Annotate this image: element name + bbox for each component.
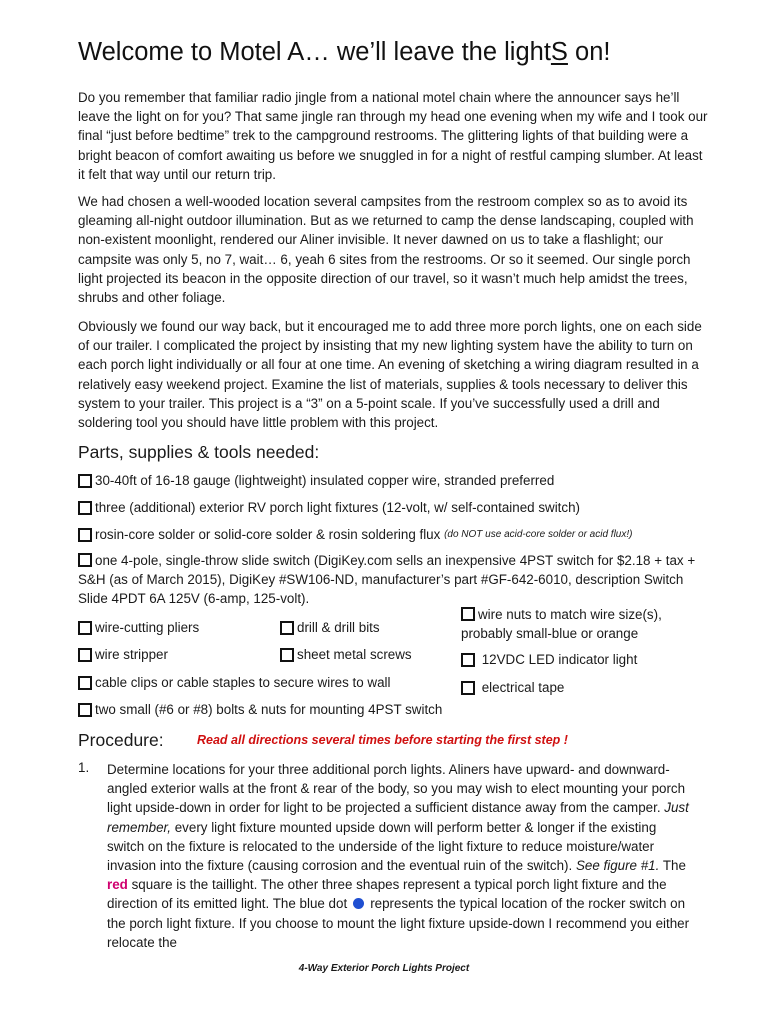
parts-item-label: drill & drill bits (297, 620, 380, 635)
parts-item (78, 618, 199, 637)
step-text-italic: Just remember, (107, 800, 689, 835)
page-footer: 4-Way Exterior Porch Lights Project (298, 963, 470, 974)
parts-item-label: three (additional) exterior RV porch light fixtures (12-volt, w/ self-contained switch) (95, 500, 580, 515)
parts-item-label: two small (#6 or #8) bolts & nuts for mounting 4PST switch (95, 702, 443, 717)
checkbox-icon[interactable] (78, 501, 92, 515)
parts-item (78, 551, 700, 609)
parts-item-label: wire-cutting pliers (95, 620, 200, 635)
intro-paragraph: Do you remember that familiar radio jingle from a national motel chain where the announcer says he’ll leave the light on for you? That same jingle ran through my head one evening when my wife and I took our final “just before bedtime” trek to the campground restrooms. The glittering lights of that building were a bright beacon of comfort awaiting us before we snuggled in for a night of restful camping slumber. At least it felt that way until our return trip. (78, 90, 708, 182)
parts-item-label: 30-40ft of 16-18 gauge (lightweight) insulated copper wire, stranded preferred (95, 473, 555, 488)
parts-item-label: 12VDC LED indicator light (481, 652, 638, 667)
parts-item (461, 678, 564, 697)
parts-item (78, 498, 580, 517)
parts-item-label: wire nuts to match wire size(s), probably small-blue or orange (461, 607, 662, 642)
step-text-a: Determine locations for your three additional porch lights. Aliners have upward- and downward-angled exterior walls at the front & rear of the body, so you may wish to elect mounting your porch light upside-down in order for light to be projected a sufficient distance away from the camper. (107, 762, 686, 816)
step-text-b: every light fixture mounted upside down will perform better & longer if the existing switch on the fixture is relocated to the underside of the light fixture to reduce moisture/water invasion into the fixture (causing corrosion and the eventual ruin of the switch). (107, 819, 657, 874)
blue-dot-icon (353, 898, 364, 909)
title-end: on! (567, 38, 611, 66)
step-1-text (107, 760, 697, 952)
checkbox-icon[interactable] (78, 621, 92, 635)
location-paragraph: We had chosen a well-wooded location several campsites from the restroom complex so as to avoid its gleaming all-night outdoor illumination. But as we returned to camp the dense landscaping, coupled with non-existent moonlight, rendered our Aliner invisible. It never dawned on us to take a flashlight; our campsite was only 5, no 7, wait… 6, yeah 6 sites from the restrooms. Or so it seemed. Our single porch light projected its beacon in the opposite direction of our travel, so it wasn’t much help amidst the trees, shrubs and other foliage. (78, 194, 694, 306)
parts-item (78, 471, 554, 490)
parts-item-label: one 4-pole, single-throw slide switch (DigiKey.com sells an inexpensive 4PST switch for $2.18 + tax + S&H (as of March 2015), DigiKey #SW106-ND, manufacturer’s part #GF-642-6010, description Switch Slide 4PDT 6A 125V (6-amp, 125-volt). (78, 553, 696, 607)
procedure-warning: Read all directions several times before starting the first step ! (197, 733, 568, 747)
parts-item (280, 645, 412, 664)
checkbox-icon[interactable] (280, 648, 294, 662)
checkbox-icon[interactable] (78, 703, 92, 717)
procedure-heading: Procedure: (78, 730, 164, 750)
parts-item (461, 605, 691, 643)
step-text-c: The (662, 858, 686, 874)
parts-item (461, 650, 637, 669)
step-number: 1. (78, 760, 90, 775)
parts-item (78, 525, 632, 544)
checkbox-icon[interactable] (78, 676, 92, 690)
parts-item (78, 700, 442, 719)
checkbox-icon[interactable] (461, 607, 475, 621)
parts-item (280, 618, 380, 637)
step-text-d: square is the taillight. The other three shapes represent a typical porch light fixture and the direction of its emitted light. The blue dot (107, 877, 667, 912)
checkbox-icon[interactable] (280, 621, 294, 635)
project-paragraph: Obviously we found our way back, but it encouraged me to add three more porch lights, one on each side of our trailer. I complicated the project by insisting that my new lighting system have the ability to turn on each porch light individually or all four at one time. An evening of sketching a wiring diagram resulted in a relatively easy weekend project. Examine the list of materials, supplies & tools necessary to deliver this system to your trailer. This project is a “3” on a 5-point scale. If you’ve successfully used a drill and soldering tool you should have little problem with this project. (78, 319, 702, 431)
parts-item-label: rosin-core solder or solid-core solder & rosin soldering flux (95, 527, 441, 542)
checkbox-icon[interactable] (78, 553, 92, 567)
parts-item-label: wire stripper (95, 647, 168, 662)
page-title (78, 38, 610, 67)
parts-item-label: sheet metal screws (297, 647, 412, 662)
parts-item (78, 645, 168, 664)
parts-item-label: cable clips or cable staples to secure wires to wall (95, 675, 391, 690)
solder-warning-note: (do NOT use acid-core solder or acid flux!) (444, 529, 633, 540)
figure-reference: See figure #1. (575, 858, 660, 874)
title-start: Welcome to Motel A… we’ll leave the light (78, 38, 551, 66)
checkbox-icon[interactable] (78, 474, 92, 488)
red-keyword: red (107, 877, 128, 893)
parts-item (78, 673, 390, 692)
checkbox-icon[interactable] (78, 528, 92, 542)
parts-heading: Parts, supplies & tools needed: (78, 442, 320, 462)
checkbox-icon[interactable] (461, 681, 475, 695)
parts-item-label: electrical tape (481, 680, 565, 695)
checkbox-icon[interactable] (78, 648, 92, 662)
checkbox-icon[interactable] (461, 653, 475, 667)
title-underlined-letter: S (550, 38, 568, 66)
step-text-e: represents the typical location of the rocker switch on the porch light fixture. If you choose to mount the light fixture upside-down I recommend you either relocate the (107, 896, 690, 950)
